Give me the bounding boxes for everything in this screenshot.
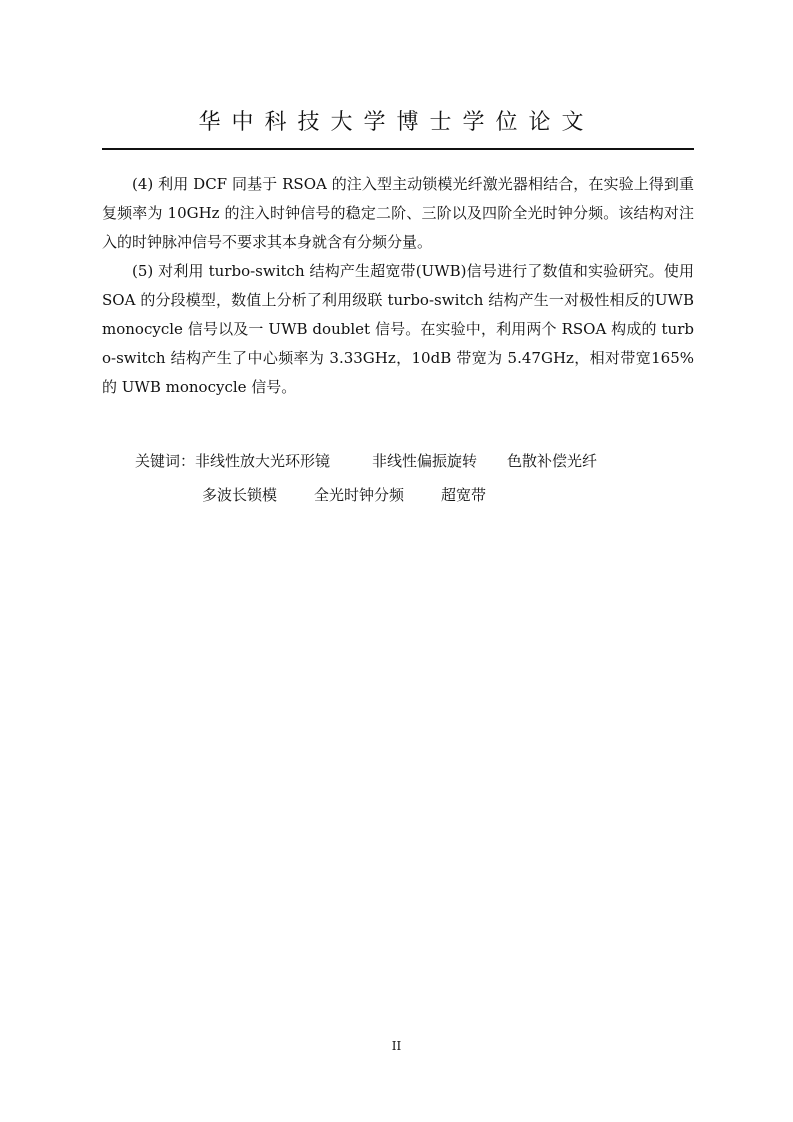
keywords-section [135, 444, 694, 512]
body-text [102, 170, 694, 402]
keyword-item: 多波长锁模 [202, 486, 278, 504]
header-divider [102, 148, 694, 150]
keyword-item: 色散补偿光纤 [507, 452, 598, 470]
page-header-title: 华中科技大学博士学位论文 [198, 110, 595, 135]
keywords-row-2 [135, 478, 694, 512]
keyword-item: 非线性偏振旋转 [372, 452, 478, 470]
keywords-label: 关键词： [135, 452, 196, 470]
keywords-row-1 [135, 444, 694, 478]
page-number: II [391, 1039, 402, 1053]
keyword-item: 全光时钟分频 [314, 486, 405, 504]
keyword-item: 非线性放大光环形镜 [195, 452, 331, 470]
paragraph-4: (4) 利用 DCF 同基于 RSOA 的注入型主动锁模光纤激光器相结合，在实验上得到重复频率为 10GHz 的注入时钟信号的稳定二阶、三阶以及四阶全光时钟分频。该结构对注入的时钟脉冲信号不要求其本身就含有分频分量。 [102, 175, 694, 251]
paragraph-5: (5) 对利用 turbo-switch 结构产生超宽带(UWB)信号进行了数值和实验研究。使用 SOA 的分段模型，数值上分析了利用级联 turbo-switch 结构产生一对极性相反的UWB monocycle 信号以及一 UWB doublet 信号。在实验中，利用两个 RSOA 构成的 turbo-switch 结构产生了中心频率为 3.33GHz，10dB 带宽为 5.47GHz，相对带宽165%的 UWB monocycle 信号。 [102, 262, 694, 396]
keyword-item: 超宽带 [441, 486, 487, 504]
